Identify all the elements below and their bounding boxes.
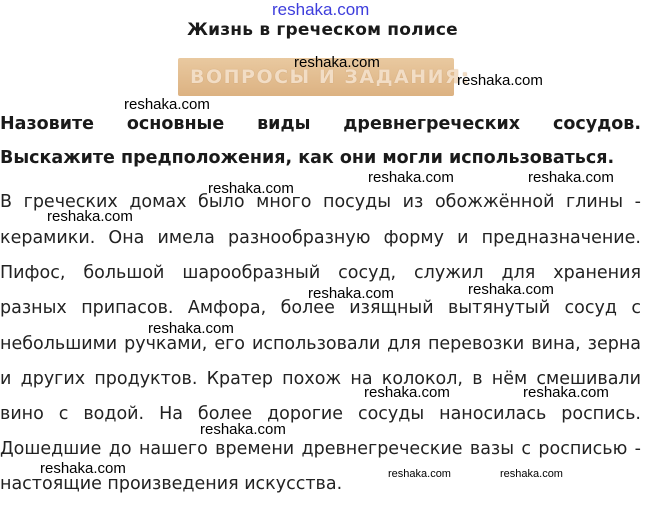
watermark: reshaka.com [500, 468, 563, 480]
watermark: reshaka.com [200, 421, 286, 438]
question-line-1: Назовите основные виды древнегреческих сосудов. [0, 114, 641, 134]
answer-line-8: Дошедшие до нашего времени древнегреческие вазы с росписью - [0, 439, 641, 459]
watermark: reshaka.com [272, 0, 370, 19]
answer-line-5: небольшими ручками, его использовали для перевозки вина, зерна [0, 334, 641, 354]
watermark: reshaka.com [308, 285, 394, 302]
answer-line-7: вино с водой. На более дорогие сосуды наносилась роспись. [0, 404, 641, 424]
watermark: reshaka.com [528, 169, 614, 186]
answer-line-6: и других продуктов. Кратер похож на колокол, в нём смешивали [0, 369, 641, 389]
watermark: reshaka.com [468, 281, 554, 298]
answer-line-1: В греческих домах было много посуды из обожжённой глины - [0, 192, 641, 212]
watermark: reshaka.com [208, 180, 294, 197]
watermark: reshaka.com [457, 72, 543, 89]
answer-line-3: Пифос, большой шарообразный сосуд, служил для хранения [0, 263, 641, 283]
watermark: reshaka.com [364, 384, 450, 401]
watermark: reshaka.com [124, 96, 210, 113]
watermark: reshaka.com [40, 460, 126, 477]
answer-line-9: настоящие произведения искусства. [0, 474, 343, 494]
watermark: reshaka.com [368, 169, 454, 186]
answer-line-2: керамики. Она имела разнообразную форму и предназначение. [0, 228, 641, 248]
watermark: reshaka.com [148, 320, 234, 337]
watermark: reshaka.com [523, 384, 609, 401]
question-line-2: Выскажите предположения, как они могли использоваться. [0, 148, 615, 168]
watermark: reshaka.com [47, 208, 133, 225]
page-title: Жизнь в греческом полисе [187, 20, 458, 40]
answer-line-4: разных припасов. Амфора, более изящный вытянутый сосуд с [0, 298, 641, 318]
watermark: reshaka.com [294, 54, 380, 71]
watermark: reshaka.com [388, 468, 451, 480]
section-badge: ВОПРОСЫ И ЗАДАНИЯ: [190, 66, 471, 88]
